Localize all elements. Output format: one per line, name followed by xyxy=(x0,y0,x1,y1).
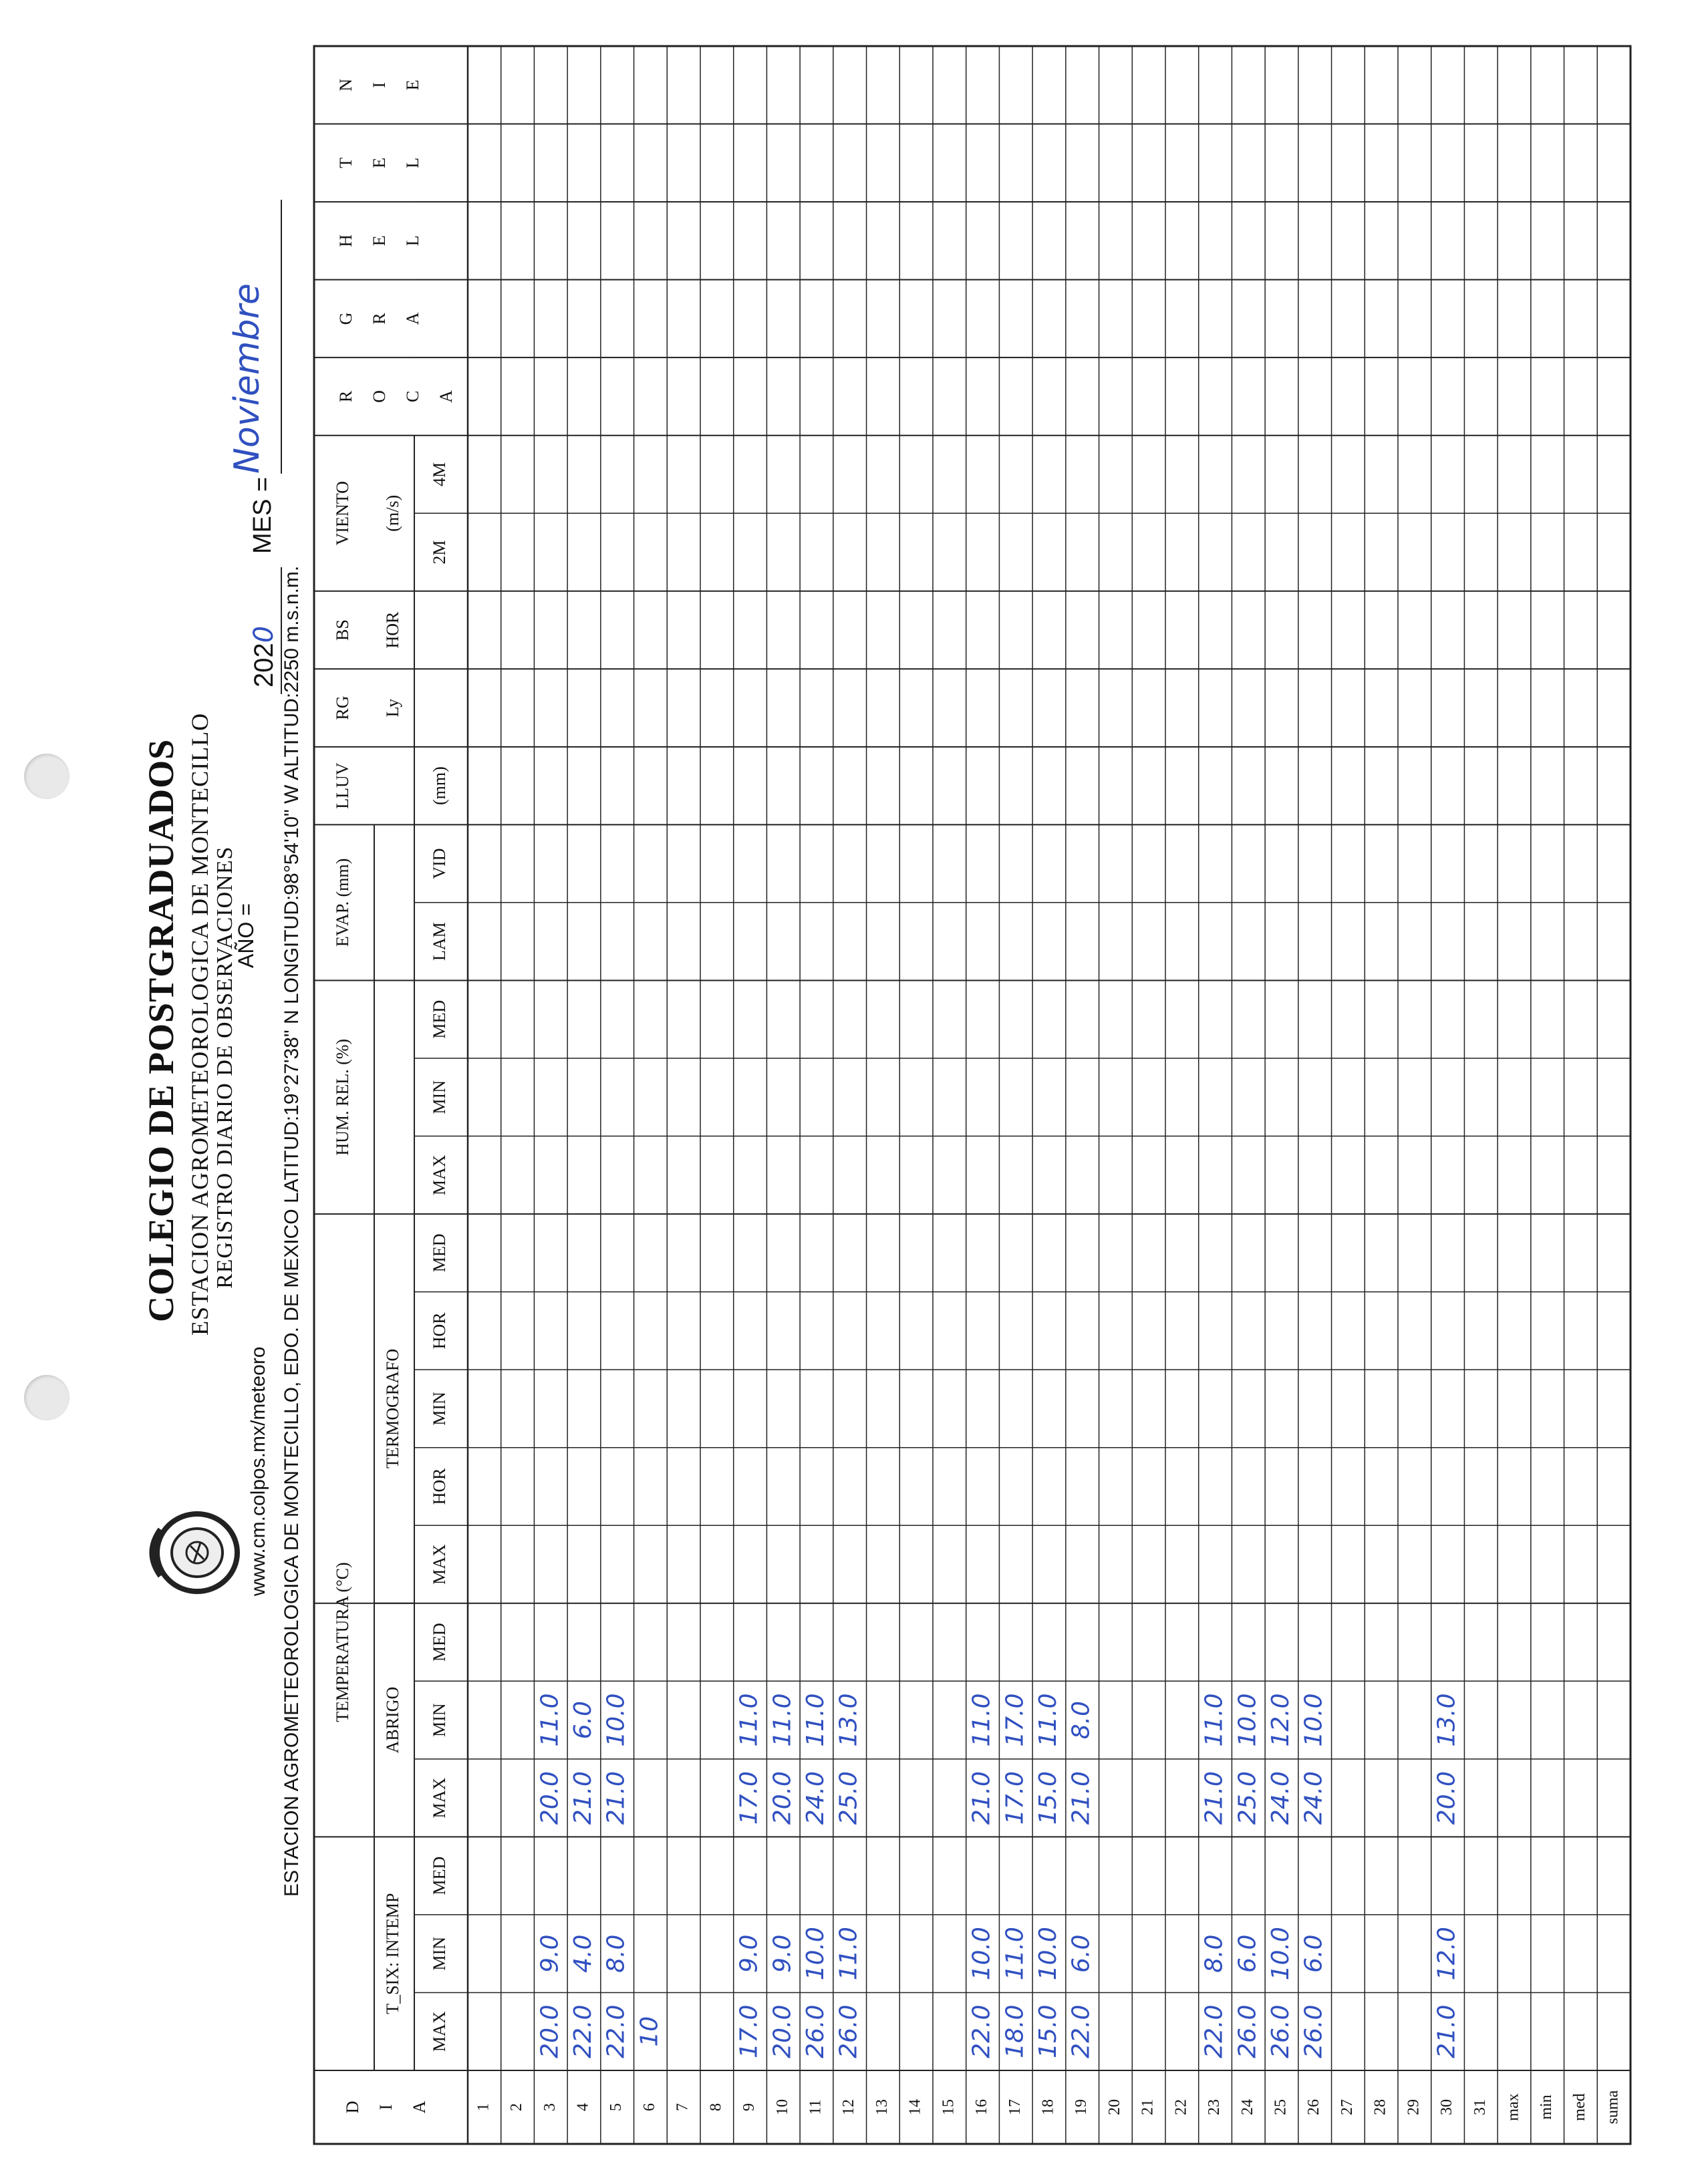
rain-header: LLUV xyxy=(332,762,352,809)
handwritten-value: 21.0 xyxy=(1433,2004,1461,2058)
handwritten-value: 20.0 xyxy=(536,2004,564,2058)
year-printed: 202 xyxy=(249,643,279,687)
handwritten-value: 13.0 xyxy=(835,1693,863,1747)
phenomenon-header-letter: T xyxy=(335,157,356,168)
sub-header-min: MIN xyxy=(429,1080,449,1114)
handwritten-value: 26.0 xyxy=(802,2004,829,2058)
handwritten-value: 6.0 xyxy=(1067,1934,1095,1973)
handwritten-value: 11.0 xyxy=(1034,1693,1062,1747)
phenomenon-header-letter: O xyxy=(369,390,389,403)
handwritten-value: 26.0 xyxy=(1234,2004,1262,2058)
day-label: 4 xyxy=(574,2103,592,2111)
day-label: 15 xyxy=(940,2099,958,2115)
phenomenon-header-letter: E xyxy=(369,157,389,168)
sub-header-hor: HOR xyxy=(429,1312,449,1350)
handwritten-value: 21.0 xyxy=(1200,1771,1228,1825)
handwritten-value: 10.0 xyxy=(1267,1927,1294,1981)
handwritten-value: 26.0 xyxy=(1267,2004,1294,2058)
sub-header-4m: 4M xyxy=(429,462,449,487)
day-label: 8 xyxy=(707,2103,725,2111)
handwritten-value: 24.0 xyxy=(1300,1771,1328,1825)
handwritten-value: 20.0 xyxy=(1433,1771,1461,1825)
handwritten-value: 15.0 xyxy=(1034,2004,1062,2058)
sunshine-unit: HOR xyxy=(382,611,402,649)
sub-header-min: MIN xyxy=(429,1392,449,1426)
handwritten-value: 25.0 xyxy=(1234,1771,1262,1825)
day-label: 19 xyxy=(1073,2099,1091,2115)
phenomenon-header-letter: E xyxy=(402,80,422,91)
day-label: 29 xyxy=(1405,2099,1423,2115)
handwritten-value: 26.0 xyxy=(835,2004,863,2058)
month-label: MES = xyxy=(249,476,277,554)
phenomenon-header-letter: C xyxy=(402,390,422,403)
abrigo-header: ABRIGO xyxy=(382,1686,402,1754)
handwritten-value: 17.0 xyxy=(1001,1771,1029,1825)
day-label: 23 xyxy=(1205,2099,1224,2115)
handwritten-value: 12.0 xyxy=(1267,1693,1294,1747)
temperature-group-header: TEMPERATURA (°C) xyxy=(332,1562,352,1722)
institution-title: COLEGIO DE POSTGRADUADOS xyxy=(141,738,181,1322)
handwritten-value: 11.0 xyxy=(968,1693,996,1747)
handwritten-value: 8.0 xyxy=(1200,1934,1228,1973)
day-label: 26 xyxy=(1305,2099,1323,2115)
phenomenon-header-letter: A xyxy=(436,390,456,403)
day-label: 21 xyxy=(1139,2099,1157,2115)
handwritten-value: 6.0 xyxy=(1300,1934,1328,1973)
handwritten-value: 20.0 xyxy=(536,1771,564,1825)
handwritten-value: 12.0 xyxy=(1433,1927,1461,1981)
handwritten-value: 26.0 xyxy=(1300,2004,1328,2058)
handwritten-value: 11.0 xyxy=(768,1693,797,1747)
handwritten-value: 8.0 xyxy=(602,1934,630,1973)
handwritten-value: 17.0 xyxy=(735,2004,763,2058)
handwritten-value: 24.0 xyxy=(802,1771,829,1825)
sub-header-min: MIN xyxy=(429,1936,449,1971)
sub-header-med: MED xyxy=(429,1623,449,1662)
day-label: 18 xyxy=(1039,2099,1057,2115)
day-label: 9 xyxy=(740,2103,758,2111)
handwritten-value: 21.0 xyxy=(968,1771,996,1825)
record-subtitle: REGISTRO DIARIO DE OBSERVACIONES xyxy=(212,846,237,1289)
phenomenon-header-letter: I xyxy=(369,82,389,88)
day-label: 14 xyxy=(906,2099,924,2115)
radiation-unit: Ly xyxy=(382,698,402,718)
day-label: 5 xyxy=(607,2103,625,2111)
phenomenon-header-letter: L xyxy=(402,157,422,168)
handwritten-value: 11.0 xyxy=(835,1927,863,1981)
handwritten-value: 11.0 xyxy=(802,1693,829,1747)
year-handwritten: 0 xyxy=(249,625,279,643)
sub-header-2m: 2M xyxy=(429,540,449,565)
wind-header: VIENTO xyxy=(332,481,352,546)
phenomenon-header-letter: A xyxy=(402,312,422,325)
handwritten-value: 10.0 xyxy=(968,1927,996,1981)
handwritten-value: 25.0 xyxy=(835,1771,863,1825)
day-label: max xyxy=(1504,2093,1522,2121)
day-label: 27 xyxy=(1338,2099,1356,2115)
day-label: 24 xyxy=(1238,2099,1256,2115)
day-label: 28 xyxy=(1371,2099,1389,2115)
phenomenon-header-letter: R xyxy=(369,313,389,325)
termografo-header: TERMOGRAFO xyxy=(382,1348,402,1468)
day-header-letter: D xyxy=(342,2100,362,2114)
year-label: AÑO = xyxy=(234,903,258,968)
sub-header-max: MAX xyxy=(429,1777,449,1819)
handwritten-value: 13.0 xyxy=(1433,1693,1461,1747)
handwritten-value: 21.0 xyxy=(569,1771,597,1825)
handwritten-value: 10.0 xyxy=(1300,1693,1328,1747)
phenomenon-header-letter: E xyxy=(369,235,389,247)
handwritten-value: 10.0 xyxy=(602,1693,630,1747)
day-label: 31 xyxy=(1471,2099,1489,2115)
handwritten-value: 22.0 xyxy=(602,2004,630,2058)
handwritten-value: 8.0 xyxy=(1067,1700,1095,1740)
handwritten-value: 6.0 xyxy=(569,1700,597,1740)
handwritten-value: 22.0 xyxy=(1067,2004,1095,2058)
day-label: 22 xyxy=(1172,2099,1190,2115)
handwritten-value: 22.0 xyxy=(968,2004,996,2058)
table-frame xyxy=(314,46,1630,2144)
handwritten-value: 20.0 xyxy=(768,2004,797,2058)
sub-header-med: MED xyxy=(429,999,449,1039)
sub-header-max: MAX xyxy=(429,2011,449,2052)
day-label: 20 xyxy=(1105,2099,1123,2115)
phenomenon-header-letter: N xyxy=(335,78,356,92)
day-label: 7 xyxy=(674,2103,692,2111)
sub-header-hor: HOR xyxy=(429,1468,449,1505)
website-url: www.cm.colpos.mx/meteoro xyxy=(247,1346,269,1596)
station-subtitle: ESTACION AGROMETEOROLOGICA DE MONTECILLO xyxy=(186,712,213,1336)
day-label: 16 xyxy=(973,2099,991,2115)
handwritten-value: 22.0 xyxy=(569,2004,597,2058)
radiation-header: RG xyxy=(332,695,352,720)
phenomenon-header-letter: H xyxy=(335,234,356,247)
day-label: 30 xyxy=(1438,2099,1456,2115)
day-label: 25 xyxy=(1272,2099,1290,2115)
evaporation-header: EVAP. (mm) xyxy=(332,858,352,947)
handwritten-value: 9.0 xyxy=(768,1934,797,1973)
handwritten-value: 24.0 xyxy=(1267,1771,1294,1825)
handwritten-value: 11.0 xyxy=(735,1693,763,1747)
day-label: min xyxy=(1538,2094,1556,2120)
day-label: 13 xyxy=(873,2099,891,2115)
day-label: 2 xyxy=(508,2103,526,2111)
handwritten-value: 11.0 xyxy=(536,1693,564,1747)
handwritten-value: 18.0 xyxy=(1001,2004,1029,2058)
day-label: 3 xyxy=(541,2103,559,2111)
month-handwritten: Noviembre xyxy=(227,283,267,474)
handwritten-value: 6.0 xyxy=(1234,1934,1262,1973)
wind-unit: (m/s) xyxy=(382,494,402,532)
humidity-header: HUM. REL. (%) xyxy=(332,1038,352,1156)
tsix-header: T_SIX: INTEMP xyxy=(382,1893,402,2014)
handwritten-value: 20.0 xyxy=(768,1771,797,1825)
handwritten-value: 17.0 xyxy=(735,1771,763,1825)
sub-header-lam: LAM xyxy=(429,922,449,961)
day-label: suma xyxy=(1604,2090,1622,2125)
handwritten-value: 10.0 xyxy=(1234,1693,1262,1747)
handwritten-value: 11.0 xyxy=(1200,1693,1228,1747)
sunshine-header: BS xyxy=(332,619,352,641)
rain-unit: (mm) xyxy=(429,766,449,805)
phenomenon-header-letter: R xyxy=(335,390,356,403)
sub-header-min: MIN xyxy=(429,1703,449,1737)
sub-header-vid: VID xyxy=(429,848,449,879)
handwritten-value: 15.0 xyxy=(1034,1771,1062,1825)
phenomenon-header-letter: G xyxy=(335,312,356,325)
handwritten-value: 10 xyxy=(635,2016,664,2047)
handwritten-value: 11.0 xyxy=(1001,1927,1029,1981)
day-label: 10 xyxy=(773,2099,791,2115)
handwritten-value: 17.0 xyxy=(1001,1693,1029,1747)
handwritten-value: 21.0 xyxy=(602,1771,630,1825)
handwritten-value: 10.0 xyxy=(1034,1927,1062,1981)
handwritten-value: 10.0 xyxy=(802,1927,829,1981)
day-label: 1 xyxy=(474,2103,492,2111)
phenomenon-header-letter: L xyxy=(402,235,422,247)
day-label: 17 xyxy=(1006,2099,1024,2115)
station-location-line: ESTACION AGROMETEOROLOGICA DE MONTECILLO, EDO. DE MEXICO LATITUD:19°27'38" N LONGITUD:98°54'10" W ALTITUD:2250 m.s.n.m. xyxy=(281,565,303,1897)
day-label: 6 xyxy=(640,2103,658,2111)
handwritten-value: 9.0 xyxy=(735,1934,763,1973)
day-header-letter: A xyxy=(409,2100,429,2114)
handwritten-value: 9.0 xyxy=(536,1934,564,1973)
sub-header-med: MED xyxy=(429,1233,449,1273)
sub-header-max: MAX xyxy=(429,1154,449,1196)
day-label: 12 xyxy=(840,2099,858,2115)
sub-header-max: MAX xyxy=(429,1544,449,1585)
sub-header-med: MED xyxy=(429,1856,449,1895)
day-label: 11 xyxy=(807,2099,825,2115)
handwritten-value: 22.0 xyxy=(1200,2004,1228,2058)
day-header-letter: I xyxy=(376,2104,396,2111)
day-label: med xyxy=(1570,2093,1588,2121)
handwritten-value: 4.0 xyxy=(569,1934,597,1973)
handwritten-value: 21.0 xyxy=(1067,1771,1095,1825)
